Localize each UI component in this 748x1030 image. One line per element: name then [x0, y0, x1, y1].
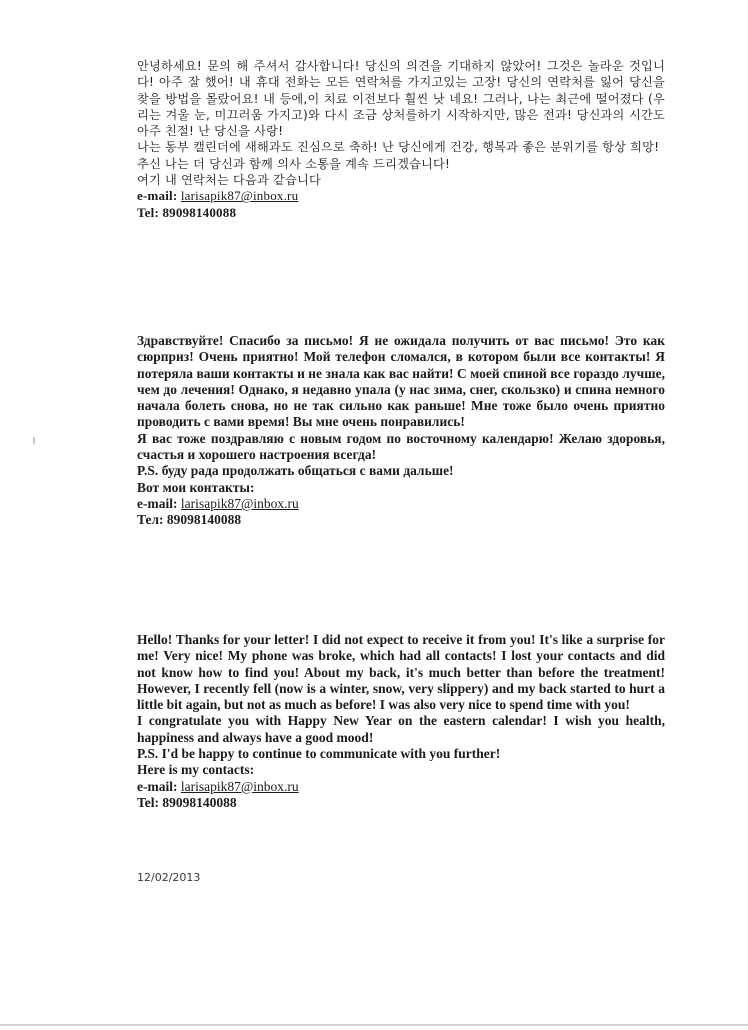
- korean-tel: Tel: 89098140088: [137, 204, 237, 220]
- english-tel: Tel: 89098140088: [137, 794, 237, 810]
- korean-new-year: 나는 동부 캘린더에 새해과도 진심으로 축하! 난 당신에게 건강, 행복과 좋은 분위기를 항상 희망!: [137, 140, 660, 155]
- scan-artifact: [33, 437, 35, 444]
- korean-email-label: e-mail:: [137, 188, 181, 204]
- english-body: Hello! Thanks for your letter! I did not expect to receive it from you! It's like a surprise for me! Very nice! My phone was broke, which had all contacts! I lost your contacts and did not know how to find you! About my back, it's much better than before the treatment! However, I recently fell (now is a winter, snow, very slippery) and my back started to hurt a little bit again, but not as much as before! I was also very nice to spend time with you!: [137, 632, 665, 713]
- korean-letter: [137, 58, 665, 221]
- russian-new-year: Я вас тоже поздравляю с новым годом по восточному календарю! Желаю здоровья, счастья и хорошего настроения всегда!: [137, 430, 665, 463]
- russian-email-line: [137, 496, 665, 512]
- russian-contacts-intro: Вот мои контакты:: [137, 479, 255, 495]
- russian-ps: P.S. буду рада продолжать общаться с вами дальше!: [137, 463, 454, 479]
- russian-email-link[interactable]: larisapik87@inbox.ru: [180, 495, 299, 511]
- english-email-link[interactable]: larisapik87@inbox.ru: [180, 778, 299, 794]
- russian-letter: [137, 333, 665, 529]
- page-bottom-edge: [0, 1024, 748, 1026]
- korean-contacts-intro: 여기 내 연락처는 다음과 같습니다: [137, 173, 321, 188]
- english-email-label: e-mail:: [137, 778, 181, 794]
- english-contacts-intro: Here is my contacts:: [137, 762, 255, 778]
- korean-ps: 추신 나는 더 당신과 함께 의사 소통을 계속 드리겠습니다!: [137, 156, 451, 171]
- english-new-year: I congratulate you with Happy New Year on the eastern calendar! I wish you health, happiness and always have a good mood!: [137, 713, 665, 745]
- russian-tel: Тел: 89098140088: [137, 512, 242, 528]
- english-email-line: [137, 779, 665, 795]
- russian-body: Здравствуйте! Спасибо за письмо! Я не ожидала получить от вас письмо! Это как сюрприз! Очень приятно! Мой телефон сломался, в котором были все контакты! Я потеряла ваши контакты и не знала как вас найти! С моей спиной все гораздо лучше, чем до лечения! Однако, я недавно упала (у нас зима, снег, скользко) и спина немного начала болеть снова, но не так сильно как раньше! Мне тоже было очень приятно проводить с вами время! Вы мне очень понравились!: [137, 333, 665, 430]
- english-letter: [137, 632, 665, 811]
- korean-email-link[interactable]: larisapik87@inbox.ru: [180, 188, 299, 204]
- letter-date: 12/02/2013: [137, 871, 201, 884]
- korean-body: 안녕하세요! 문의 해 주셔서 감사합니다! 당신의 의견을 기대하지 않았어! 그것은 놀라운 것입니다! 아주 잘 했어! 내 휴대 전화는 모든 연락처를 가지고있는 고장! 당신의 연락처를 잃어 당신을 찾을 방법을 몰랐어요! 내 등에,이 치료 이전보다 훨씬 낫 네요! 그러나, 나는 최근에 떨어졌다 (우리는 겨울 눈, 미끄러움 가지고)와 다시 조금 상처를하기 시작하지만, 많은 전과! 당신과의 시간도 아주 친절! 난 당신을 사랑!: [137, 59, 665, 139]
- korean-email-line: [137, 188, 665, 204]
- russian-email-label: e-mail:: [137, 495, 181, 511]
- english-ps: P.S. I'd be happy to continue to communicate with you further!: [137, 746, 501, 762]
